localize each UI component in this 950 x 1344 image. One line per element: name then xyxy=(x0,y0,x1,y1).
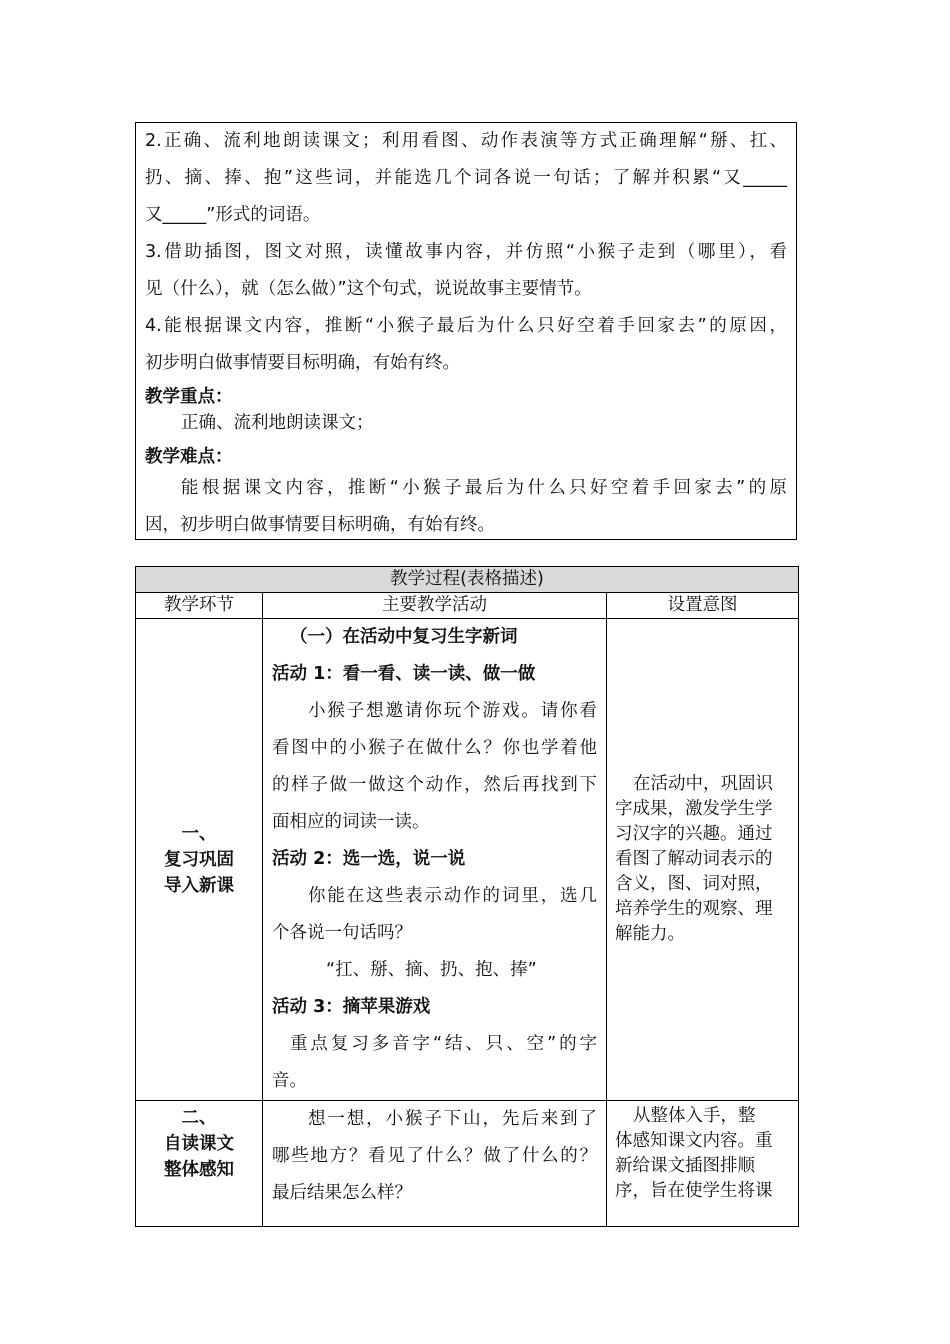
activity-line: 小猴子想邀请你玩个游戏。请你看 xyxy=(308,701,597,721)
difficulty-text: 因，初步明白做事情要目标明确，有始有终。 xyxy=(145,515,495,535)
objective-line: 扔、摘、捧、抱”这些词，并能选几个词各说一句话；了解并积累“又_____ xyxy=(145,168,787,188)
key-point-text: 正确、流利地朗读课文； xyxy=(181,413,374,433)
objectives-box xyxy=(135,122,797,540)
table-row xyxy=(136,1101,799,1227)
activity-line: （一）在活动中复习生字新词 xyxy=(290,627,518,647)
intent-line: 序，旨在使学生将课 xyxy=(615,1181,773,1201)
intent-line: 习汉字的兴趣。通过 xyxy=(615,824,773,844)
intent-cell xyxy=(607,619,799,1101)
intent-line: 从整体入手，整 xyxy=(633,1106,756,1126)
activity-line: 的样子做一做这个动作，然后再找到下 xyxy=(272,775,597,795)
activity-cell xyxy=(263,619,607,1101)
difficulty-label: 教学难点： xyxy=(145,447,233,467)
stage-label: 一、 xyxy=(181,823,217,844)
intent-line: 培养学生的观察、理 xyxy=(615,899,773,919)
stage-label: 复习巩固 xyxy=(164,849,234,870)
activity-line: “扛、掰、摘、扔、抱、捧” xyxy=(326,960,537,980)
intent-line: 体感知课文内容。重 xyxy=(615,1131,773,1151)
activity-line: 最后结果怎么样？ xyxy=(272,1183,412,1203)
header-stage: 教学环节 xyxy=(136,593,263,619)
objective-line: 2.正确、流利地朗读课文；利用看图、动作表演等方式正确理解“掰、扛、 xyxy=(145,131,787,151)
table-title: 教学过程(表格描述) xyxy=(136,567,799,593)
difficulty-text: 能根据课文内容，推断“小猴子最后为什么只好空着手回家去”的原 xyxy=(181,478,787,498)
objective-line: 3.借助插图，图文对照，读懂故事内容，并仿照“小猴子走到（哪里），看 xyxy=(145,242,787,262)
activity-line: 面相应的词读一读。 xyxy=(272,812,430,832)
teaching-process-table xyxy=(135,566,799,1227)
header-intent: 设置意图 xyxy=(607,593,799,619)
intent-line: 看图了解动词表示的 xyxy=(615,849,773,869)
intent-line: 字成果，激发学生学 xyxy=(615,799,773,819)
activity-line: 活动 1：看一看、读一读、做一做 xyxy=(272,664,536,684)
activity-line: 你能在这些表示动作的词里，选几 xyxy=(308,886,597,906)
activity-line: 音。 xyxy=(272,1071,307,1091)
activity-cell xyxy=(263,1101,607,1227)
header-activity: 主要教学活动 xyxy=(263,593,607,619)
activity-line: 哪些地方？看见了什么？做了什么的？ xyxy=(272,1146,597,1166)
intent-line: 在活动中，巩固识 xyxy=(633,774,773,794)
stage-label: 二、 xyxy=(181,1108,217,1128)
stage-cell xyxy=(136,1101,263,1227)
activity-line: 个各说一句话吗？ xyxy=(272,923,412,943)
intent-line: 含义，图、词对照， xyxy=(615,874,773,894)
stage-label: 自读课文 xyxy=(164,1134,234,1154)
stage-label: 导入新课 xyxy=(164,875,234,896)
activity-line: 重点复习多音字“结、只、空”的字 xyxy=(290,1034,597,1054)
stage-cell xyxy=(136,619,263,1101)
key-point-label: 教学重点： xyxy=(145,387,233,407)
intent-line: 新给课文插图排顺 xyxy=(615,1156,755,1176)
objective-line: 4.能根据课文内容，推断“小猴子最后为什么只好空着手回家去”的原因， xyxy=(145,316,787,336)
table-row xyxy=(136,619,799,1101)
activity-line: 想一想，小猴子下山，先后来到了 xyxy=(308,1109,597,1129)
objective-line: 又_____”形式的词语。 xyxy=(145,205,321,225)
objective-line: 初步明白做事情要目标明确，有始有终。 xyxy=(145,353,460,373)
intent-cell xyxy=(607,1101,799,1227)
activity-line: 活动 2：选一选，说一说 xyxy=(272,849,466,869)
objective-line: 见（什么），就（怎么做）”这个句式，说说故事主要情节。 xyxy=(145,279,592,299)
stage-label: 整体感知 xyxy=(164,1160,234,1180)
intent-line: 解能力。 xyxy=(615,924,685,944)
activity-line: 活动 3：摘苹果游戏 xyxy=(272,997,431,1017)
activity-line: 看图中的小猴子在做什么？你也学着他 xyxy=(272,738,597,758)
